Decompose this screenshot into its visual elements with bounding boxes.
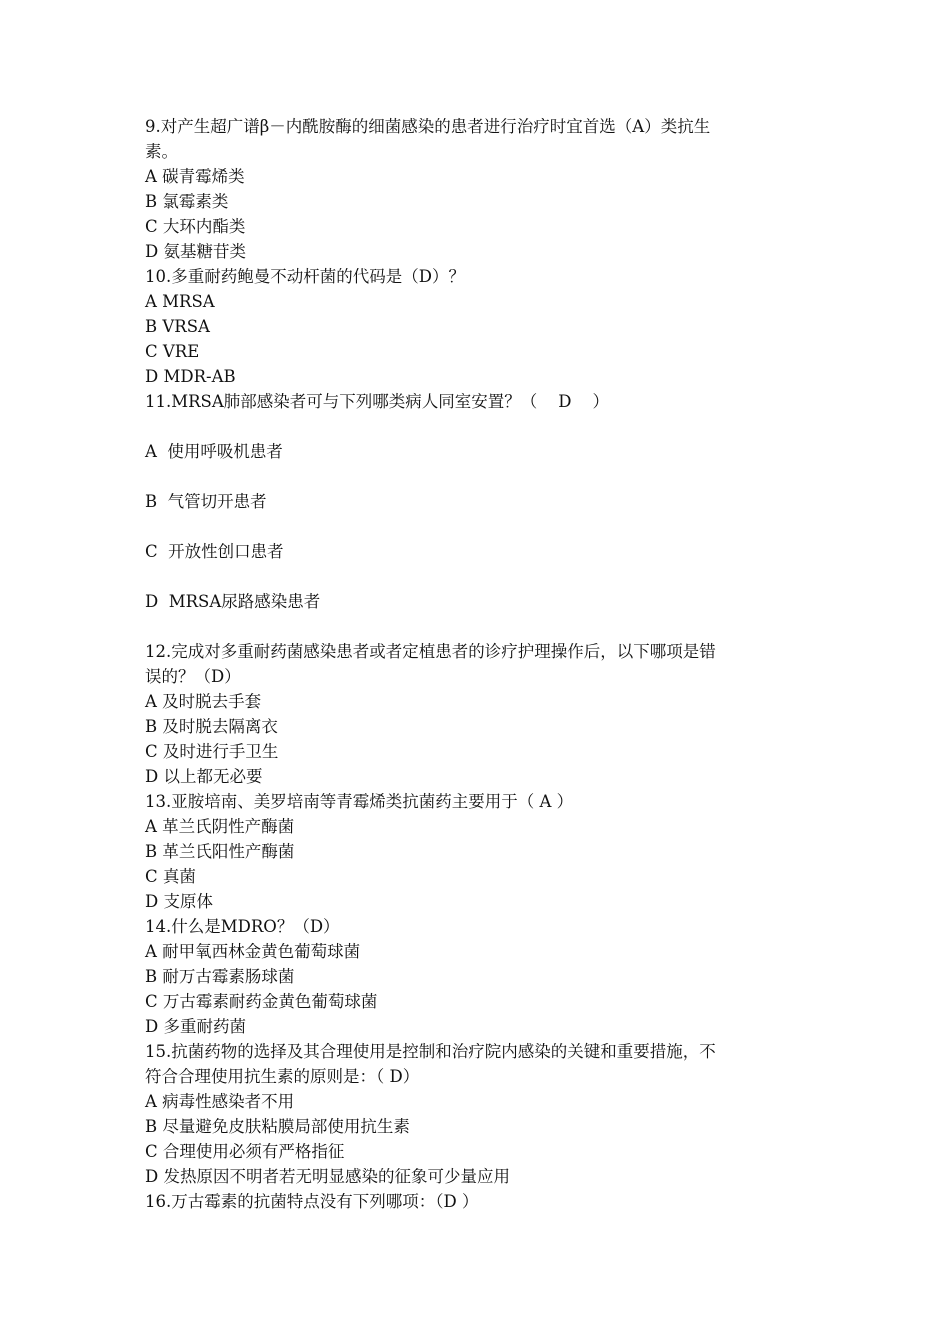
option-a: A 使用呼吸机患者 [145,442,283,461]
question-stem: 14.什么是MDRO？（D） [145,917,340,936]
blank-line [145,414,825,439]
question-stem: 15.抗菌药物的选择及其合理使用是控制和治疗院内感染的关键和重要措施，不 [145,1042,716,1061]
question-stem: 11.MRSA肺部感染者可与下列哪类病人同室安置？（ D ） [145,392,609,411]
blank-line [145,564,825,589]
option-c: C 合理使用必须有严格指征 [145,1142,345,1161]
blank-line [145,464,825,489]
blank-line [145,614,825,639]
option-b: B 气管切开患者 [145,492,267,511]
question-stem-continued: 素。 [145,142,178,161]
question-stem-continued: 符合合理使用抗生素的原则是：（ D） [145,1067,420,1086]
option-b: B 革兰氏阳性产酶菌 [145,842,295,861]
question-stem: 9.对产生超广谱β－内酰胺酶的细菌感染的患者进行治疗时宜首选（A）类抗生 [145,117,711,136]
option-a: A 碳青霉烯类 [145,167,245,186]
question-stem: 12.完成对多重耐药菌感染患者或者定植患者的诊疗护理操作后，以下哪项是错 [145,642,716,661]
option-d: D 支原体 [145,892,213,911]
option-d: D 发热原因不明者若无明显感染的征象可少量应用 [145,1167,510,1186]
option-d: D MDR-AB [145,367,236,386]
option-c: C 及时进行手卫生 [145,742,279,761]
option-b: B 尽量避免皮肤粘膜局部使用抗生素 [145,1117,410,1136]
option-c: C VRE [145,342,200,361]
option-a: A 革兰氏阴性产酶菌 [145,817,295,836]
option-a: A 病毒性感染者不用 [145,1092,295,1111]
question-10 [145,264,825,389]
question-15 [145,1039,825,1189]
option-b: B 及时脱去隔离衣 [145,717,278,736]
option-b: B 耐万古霉素肠球菌 [145,967,295,986]
question-stem: 13.亚胺培南、美罗培南等青霉烯类抗菌药主要用于（ A ） [145,792,574,811]
question-9 [145,114,825,264]
question-stem-continued: 误的？（D） [145,667,241,686]
option-a: A 耐甲氧西林金黄色葡萄球菌 [145,942,361,961]
option-c: C 万古霉素耐药金黄色葡萄球菌 [145,992,378,1011]
question-11 [145,389,825,639]
option-c: C 真菌 [145,867,196,886]
question-12 [145,639,825,789]
option-d: D MRSA尿路感染患者 [145,592,321,611]
option-b: B 氯霉素类 [145,192,229,211]
option-d: D 多重耐药菌 [145,1017,246,1036]
option-d: D 氨基糖苷类 [145,242,246,261]
question-16 [145,1189,825,1214]
option-c: C 大环内酯类 [145,217,246,236]
question-13 [145,789,825,914]
option-a: A 及时脱去手套 [145,692,262,711]
question-14 [145,914,825,1039]
question-list [145,114,825,1214]
option-b: B VRSA [145,317,210,336]
option-a: A MRSA [145,292,215,311]
option-d: D 以上都无必要 [145,767,263,786]
option-c: C 开放性创口患者 [145,542,284,561]
blank-line [145,514,825,539]
question-stem: 16.万古霉素的抗菌特点没有下列哪项：（D ） [145,1192,479,1211]
question-stem: 10.多重耐药鲍曼不动杆菌的代码是（D）？ [145,267,465,286]
